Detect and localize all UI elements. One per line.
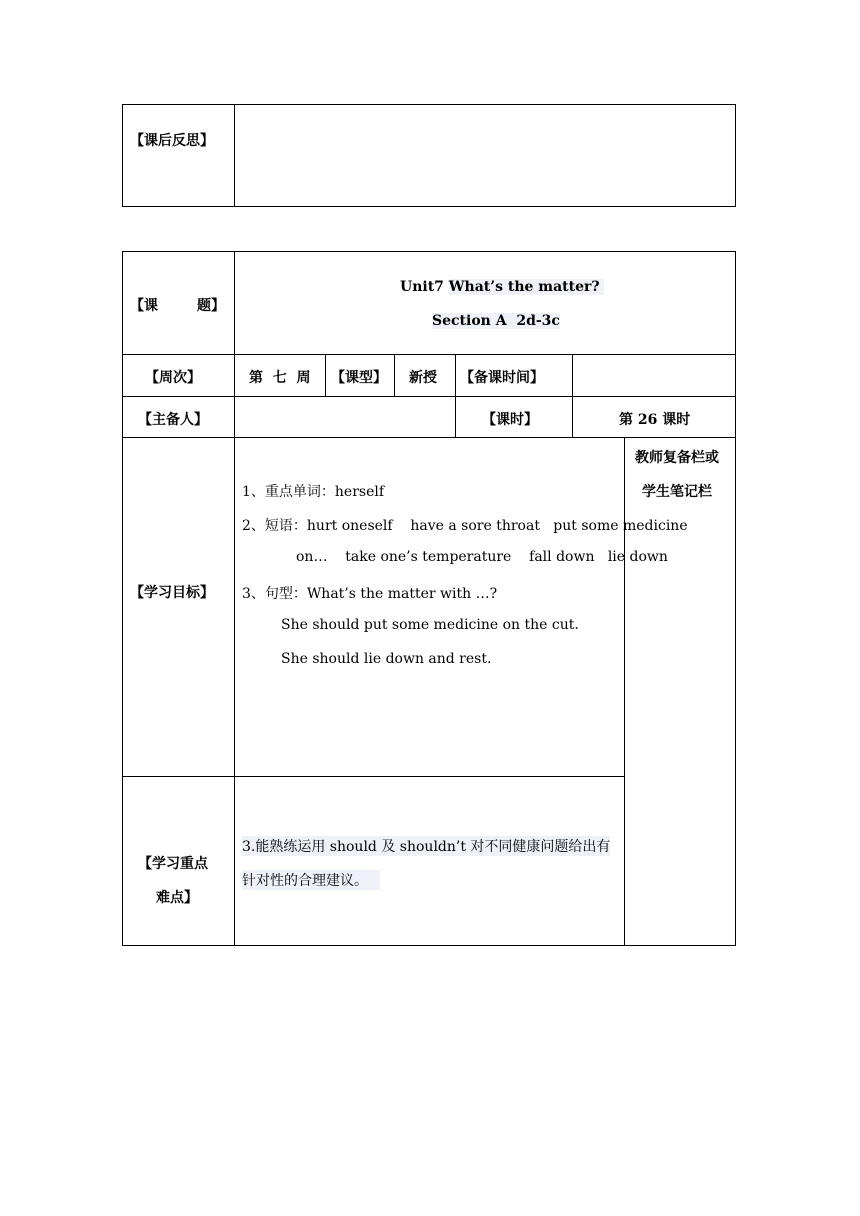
key-points-label-line2: 难点】 — [156, 890, 198, 906]
notes-header-line2: 学生笔记栏 — [642, 484, 712, 500]
topic-title-prefix: Unit7 — [400, 279, 449, 295]
objective-line-3: on… take one’s temperature fall down lie down — [296, 549, 668, 565]
topic-title-highlight: What’s the matter? — [448, 279, 605, 295]
period-value: 第 26 课时 — [619, 412, 691, 428]
key-points-label-line1: 【学习重点 — [138, 856, 208, 872]
objective-line-1: 1、重点单词：herself — [242, 484, 385, 500]
objective-line-5: She should put some medicine on the cut. — [281, 617, 579, 633]
topic-title-line2: Section A 2d-3c — [432, 313, 560, 329]
week-value: 第 七 周 — [249, 370, 311, 386]
objective-line-4: 3、句型：What’s the matter with …? — [242, 586, 498, 602]
period-label: 【课时】 — [482, 412, 538, 428]
type-label: 【课型】 — [331, 370, 387, 386]
host-label: 【主备人】 — [138, 412, 208, 428]
week-label: 【周次】 — [145, 370, 201, 386]
notes-header-line1: 教师复备栏或 — [635, 450, 719, 466]
objective-line-2: 2、短语：hurt oneself have a sore throat put some medicine — [242, 518, 688, 534]
topic-label: 【课 题】 — [130, 298, 225, 314]
objectives-label: 【学习目标】 — [130, 585, 214, 601]
objective-line-6: She should lie down and rest. — [281, 651, 492, 667]
prep-time-label: 【备课时间】 — [460, 370, 544, 386]
key-points-line-2: 针对性的合理建议。 — [242, 870, 380, 890]
key-points-line-1: 3.能熟练运用 should 及 shouldn’t 对不同健康问题给出有 — [242, 836, 610, 856]
type-value: 新授 — [409, 370, 437, 386]
reflection-label: 【课后反思】 — [130, 133, 214, 149]
topic-title-line1 — [400, 279, 604, 295]
